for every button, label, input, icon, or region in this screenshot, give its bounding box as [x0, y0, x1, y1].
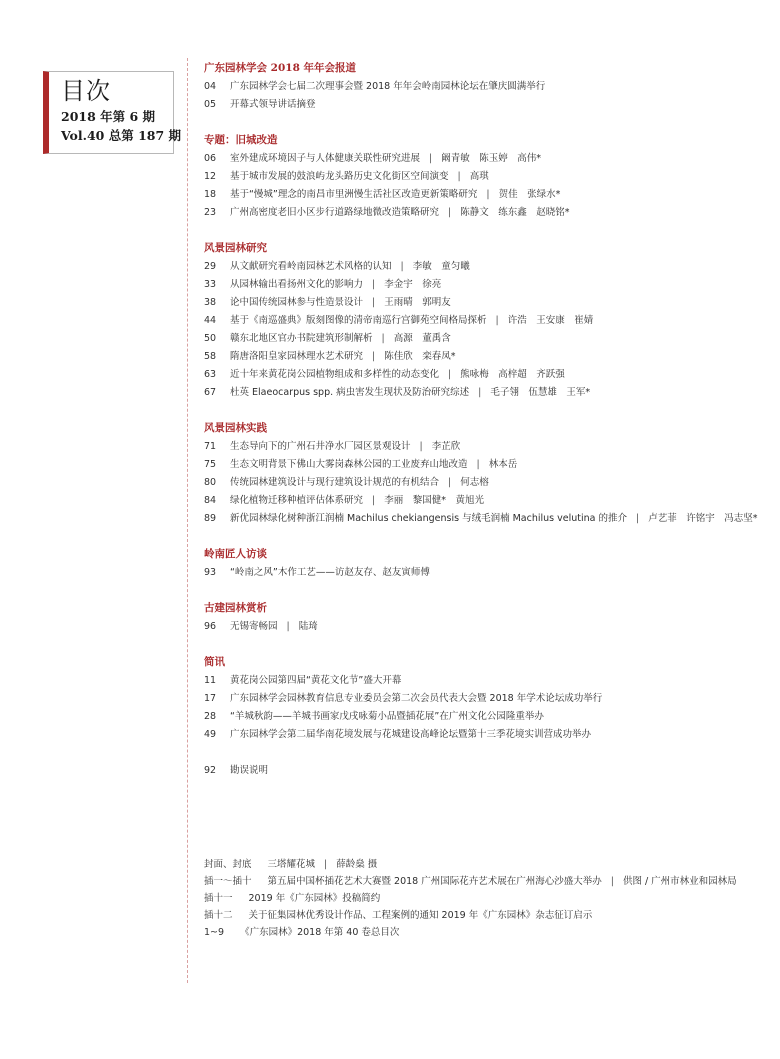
entry-authors: 陆琦	[298, 621, 318, 632]
entry-separator: |	[419, 441, 423, 452]
entry-separator: |	[381, 333, 385, 344]
entry-separator: |	[495, 315, 499, 326]
entry-authors: 高琪	[469, 171, 489, 182]
cover-credits	[204, 856, 774, 941]
entry-page-number: 92	[204, 765, 217, 776]
cover-page-label: 1~9	[204, 927, 225, 938]
entry-page-number: 93	[204, 567, 217, 578]
entry-title: 广东园林学会七届二次理事会暨 2018 年年会岭南园林论坛在肇庆圆满举行	[230, 81, 546, 92]
entry-page-number: 58	[204, 351, 217, 362]
section-title: 岭南匠人访谈	[204, 548, 267, 560]
toc-entry[interactable]	[204, 492, 764, 510]
entry-page-number: 18	[204, 189, 217, 200]
toc-entry[interactable]	[204, 708, 764, 726]
toc-section	[204, 762, 764, 780]
toc-entry[interactable]	[204, 294, 764, 312]
entry-separator: |	[635, 513, 640, 524]
toc-entry[interactable]	[204, 762, 764, 780]
entry-page-number: 96	[204, 621, 217, 632]
toc-entry[interactable]	[204, 204, 764, 222]
entry-separator: |	[448, 207, 452, 218]
cover-entry-title: 三塔耀花城	[267, 859, 316, 870]
entry-page-number: 23	[204, 207, 217, 218]
entry-page-number: 28	[204, 711, 217, 722]
toc-entry[interactable]	[204, 258, 764, 276]
entry-page-number: 04	[204, 81, 217, 92]
entry-authors: 李金宇 徐亮	[384, 279, 442, 290]
entry-title: “岭南之风”木作工艺——访赵友存、赵友寅师傅	[230, 567, 430, 578]
column-divider	[187, 58, 188, 983]
entry-page-number: 67	[204, 387, 217, 398]
entry-page-number: 80	[204, 477, 217, 488]
entry-authors: 李丽 黎国健* 黄旭光	[384, 495, 484, 506]
toc-section	[204, 240, 764, 402]
entry-title: 基于《南巡盛典》版刻图像的清帝南巡行宫御苑空间格局探析	[230, 315, 487, 326]
entry-authors: 毛子翎 伍慧雄 王军*	[490, 387, 591, 398]
entry-separator: |	[286, 621, 290, 632]
entry-separator: |	[372, 297, 376, 308]
table-of-contents	[204, 60, 764, 798]
cover-entry-title: 第五届中国杯插花艺术大赛暨 2018 广州国际花卉艺术展在广州海心沙盛大举办	[267, 876, 602, 887]
entry-separator: |	[429, 153, 433, 164]
entry-separator: |	[478, 387, 482, 398]
entry-title: 黄花岗公园第四届“黄花文化节”盛大开幕	[230, 675, 402, 686]
entry-page-number: 05	[204, 99, 217, 110]
toc-entry[interactable]	[204, 186, 764, 204]
entry-page-number: 71	[204, 441, 217, 452]
entry-page-number: 17	[204, 693, 217, 704]
toc-entry[interactable]	[204, 474, 764, 492]
entry-page-number: 50	[204, 333, 217, 344]
entry-separator: |	[372, 351, 376, 362]
toc-section	[204, 546, 764, 582]
entry-page-number: 75	[204, 459, 217, 470]
cover-entry-credit: 供图 / 广州市林业和园林局	[622, 876, 737, 887]
toc-entry[interactable]	[204, 690, 764, 708]
toc-section	[204, 132, 764, 222]
entry-page-number: 44	[204, 315, 217, 326]
entry-separator: |	[400, 261, 404, 272]
entry-separator: |	[610, 876, 614, 887]
entry-authors: 阚青敏 陈玉婷 高伟*	[441, 153, 541, 164]
entry-title: 基于“慢城”理念的南昌市里洲慢生活社区改造更新策略研究	[230, 189, 478, 200]
toc-section	[204, 60, 764, 114]
entry-title: 新优园林绿化树种浙江润楠 Machilus chekiangensis 与绒毛润楠 Machilus velutina 的推介	[230, 513, 627, 524]
toc-header-box	[43, 71, 182, 154]
entry-title: “羊城秋韵——羊城书画家戊戌咏菊小品暨插花展”在广州文化公园隆重举办	[230, 711, 544, 722]
entry-separator: |	[448, 369, 452, 380]
entry-title: 近十年来黄花岗公园植物组成和多样性的动态变化	[230, 369, 440, 380]
cover-entry-credit: 薛龄燊 摄	[336, 859, 378, 870]
entry-page-number: 63	[204, 369, 217, 380]
entry-authors: 熊咏梅 高梓超 齐跃强	[460, 369, 565, 380]
entry-title: 勘误说明	[230, 765, 269, 776]
entry-title: 无锡寄畅园	[230, 621, 278, 632]
entry-title: 隋唐洛阳皇家园林理水艺术研究	[230, 351, 364, 362]
entry-separator: |	[486, 189, 490, 200]
entry-page-number: 89	[204, 513, 217, 524]
section-title: 风景园林实践	[204, 422, 267, 434]
cover-entry	[204, 924, 774, 941]
entry-authors: 李芷欣	[431, 441, 461, 452]
entry-authors: 陈静文 练东鑫 赵晓铭*	[460, 207, 570, 218]
cover-entry-title: 《广东园林》2018 年第 40 卷总目次	[240, 927, 400, 938]
entry-page-number: 06	[204, 153, 217, 164]
entry-title: 开幕式领导讲话摘登	[230, 99, 316, 110]
entry-title: 赣东北地区官办书院建筑形制解析	[230, 333, 373, 344]
cover-entry	[204, 907, 774, 924]
toc-entry[interactable]	[204, 438, 764, 456]
toc-entry[interactable]	[204, 312, 764, 330]
cover-page-label: 插一～插十	[204, 876, 252, 887]
entry-authors: 林本岳	[488, 459, 518, 470]
entry-authors: 贺佳 张绿水*	[498, 189, 561, 200]
toc-entry[interactable]	[204, 150, 764, 168]
toc-entry[interactable]	[204, 366, 764, 384]
entry-separator: |	[372, 495, 376, 506]
entry-authors: 王雨晴 郭明友	[384, 297, 451, 308]
entry-authors: 陈佳欣 栾春凤*	[384, 351, 456, 362]
toc-entry[interactable]	[204, 348, 764, 366]
entry-page-number: 49	[204, 729, 217, 740]
section-title: 广东园林学会 2018 年年会报道	[204, 62, 357, 74]
entry-title: 从园林输出看扬州文化的影响力	[230, 279, 364, 290]
entry-page-number: 84	[204, 495, 217, 506]
entry-authors: 许浩 王安康 崔婧	[507, 315, 594, 326]
toc-section	[204, 420, 764, 528]
toc-entry[interactable]	[204, 78, 764, 96]
toc-entry[interactable]	[204, 384, 764, 402]
cover-page-label: 插十二	[204, 910, 233, 921]
entry-page-number: 11	[204, 675, 217, 686]
cover-entry	[204, 873, 774, 890]
entry-title: 广东园林学会第二届华南花境发展与花城建设高峰论坛暨第十三季花境实训营成功举办	[230, 729, 592, 740]
entry-page-number: 12	[204, 171, 217, 182]
toc-entry[interactable]	[204, 456, 764, 474]
entry-separator: |	[324, 859, 328, 870]
toc-entry[interactable]	[204, 672, 764, 690]
cover-page-label: 插十一	[204, 893, 233, 904]
entry-page-number: 38	[204, 297, 217, 308]
entry-page-number: 33	[204, 279, 217, 290]
entry-title: 生态导向下的广州石井净水厂园区景观设计	[230, 441, 411, 452]
entry-title: 基于城市发展的鼓浪屿龙头路历史文化街区空间演变	[230, 171, 449, 182]
toc-entry[interactable]	[204, 330, 764, 348]
entry-title: 广东园林学会园林教育信息专业委员会第二次会员代表大会暨 2018 年学术论坛成功举行	[230, 693, 603, 704]
toc-entry[interactable]	[204, 726, 764, 744]
section-title: 风景园林研究	[204, 242, 267, 254]
entry-separator: |	[476, 459, 480, 470]
cover-entry-title: 2019 年《广东园林》投稿简约	[248, 893, 381, 904]
entry-authors: 卢艺菲 许铭宇 冯志坚*	[648, 513, 758, 524]
toc-entry[interactable]	[204, 276, 764, 294]
cover-entry-title: 关于征集园林优秀设计作品、工程案例的通知 2019 年《广东园林》杂志征订启示	[248, 910, 593, 921]
entry-title: 从文献研究看岭南园林艺术风格的认知	[230, 261, 392, 272]
entry-title: 广州高密度老旧小区步行道路绿地微改造策略研究	[230, 207, 440, 218]
toc-entry[interactable]	[204, 564, 764, 582]
toc-entry[interactable]	[204, 168, 764, 186]
page-title: 目次	[61, 77, 111, 105]
section-title: 简讯	[204, 656, 225, 668]
section-title: 古建园林赏析	[204, 602, 267, 614]
issue-number: 2018 年第 6 期	[61, 109, 156, 124]
toc-section	[204, 654, 764, 744]
section-title: 专题：旧城改造	[204, 134, 278, 146]
entry-separator: |	[372, 279, 376, 290]
toc-entry[interactable]	[204, 96, 764, 114]
entry-title: 绿化植物迁移种植评估体系研究	[230, 495, 364, 506]
entry-separator: |	[448, 477, 452, 488]
entry-title: 室外建成环境因子与人体健康关联性研究进展	[230, 153, 421, 164]
entry-authors: 何志榕	[460, 477, 489, 488]
cover-page-label: 封面、封底	[204, 859, 252, 870]
cover-entry	[204, 856, 774, 873]
toc-entry[interactable]	[204, 510, 764, 528]
entry-title: 杜英 Elaeocarpus spp. 病虫害发生现状及防治研究综述	[230, 387, 470, 398]
volume-number: Vol.40 总第 187 期	[61, 128, 182, 143]
toc-entry[interactable]	[204, 618, 764, 636]
entry-title: 论中国传统园林参与性造景设计	[230, 297, 364, 308]
entry-title: 传统园林建筑设计与现行建筑设计规范的有机结合	[230, 477, 440, 488]
entry-separator: |	[457, 171, 461, 182]
entry-authors: 李敏 童匀曦	[412, 261, 470, 272]
entry-authors: 高源 董禹含	[393, 333, 451, 344]
cover-entry	[204, 890, 774, 907]
entry-page-number: 29	[204, 261, 217, 272]
toc-section	[204, 600, 764, 636]
entry-title: 生态文明背景下佛山大雾岗森林公园的工业废弃山地改造	[230, 459, 468, 470]
